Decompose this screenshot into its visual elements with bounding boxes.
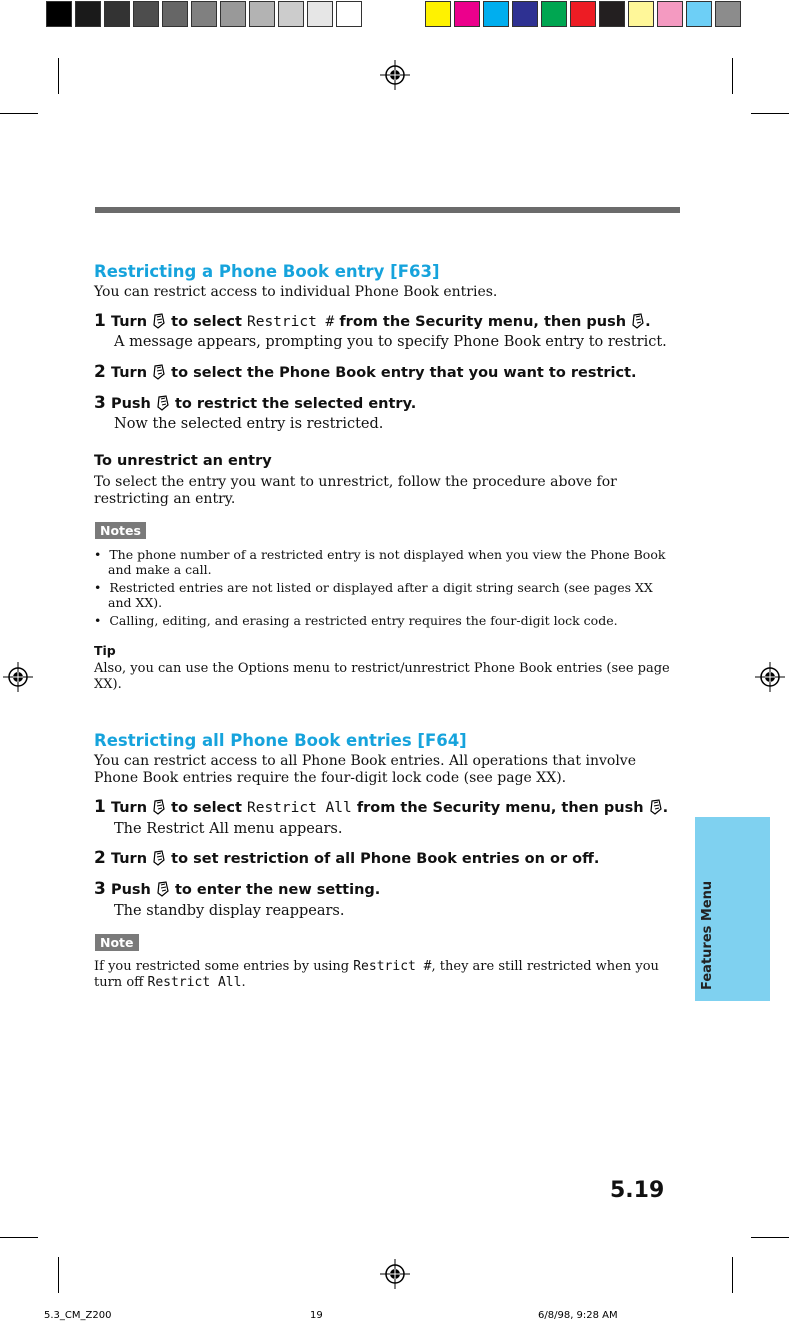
step-number: 3: [94, 879, 106, 899]
crop-mark: [751, 113, 789, 114]
step-instruction: Turn to set restriction of all Phone Book entries on or off.: [110, 851, 600, 867]
color-swatch: [454, 1, 480, 27]
gray-swatch: [191, 1, 217, 27]
step-number: 2: [94, 848, 106, 868]
note-label: Note: [95, 932, 139, 951]
crop-mark: [732, 1257, 733, 1293]
color-swatch: [483, 1, 509, 27]
color-swatch: [686, 1, 712, 27]
registration-mark-icon: [380, 60, 410, 90]
step-1: [94, 797, 684, 817]
step-number: 2: [94, 362, 106, 382]
list-item: • Restricted entries are not listed or displayed after a digit string search (see pages XX and XX).: [94, 580, 653, 610]
step-number: 1: [94, 797, 106, 817]
section-title: Restricting all Phone Book entries [F64]: [94, 731, 467, 750]
footer-page: 19: [310, 1310, 323, 1321]
jog-dial-icon: [156, 395, 170, 411]
step-number: 1: [94, 311, 106, 331]
notes-label: Notes: [95, 520, 146, 539]
color-swatch: [425, 1, 451, 27]
step-1: [94, 311, 684, 331]
color-swatch: [541, 1, 567, 27]
gray-swatch: [278, 1, 304, 27]
crop-mark: [732, 58, 733, 94]
menu-item-code: Restrict All: [147, 975, 242, 990]
step-number: 3: [94, 393, 106, 413]
menu-item-code: Restrict #: [353, 959, 432, 974]
color-swatch: [628, 1, 654, 27]
tip-label: Tip: [94, 643, 116, 658]
header-rule: [95, 207, 680, 213]
list-item: • Calling, editing, and erasing a restricted entry requires the four-digit lock code.: [94, 613, 618, 628]
page-number: 5.19: [610, 1178, 665, 1203]
color-swatch: [715, 1, 741, 27]
tip-text: Also, you can use the Options menu to restrict/unrestrict Phone Book entries (see page XX).: [94, 661, 670, 692]
notes-list: [94, 547, 680, 628]
step-instruction: Push to restrict the selected entry.: [110, 396, 417, 412]
registration-mark-icon: [3, 662, 33, 692]
crop-mark: [0, 113, 38, 114]
crop-mark: [0, 1237, 38, 1238]
step-detail: Now the selected entry is restricted.: [114, 416, 384, 432]
crop-mark: [58, 58, 59, 94]
step-2: [94, 848, 684, 868]
color-swatch: [570, 1, 596, 27]
gray-swatch: [307, 1, 333, 27]
step-detail: A message appears, prompting you to specify Phone Book entry to restrict.: [114, 334, 667, 350]
jog-dial-icon: [156, 881, 170, 897]
gray-swatch: [220, 1, 246, 27]
gray-swatch: [249, 1, 275, 27]
jog-dial-icon: [631, 313, 645, 329]
gray-swatch: [133, 1, 159, 27]
unrestrict-text: To select the entry you want to unrestrict, follow the procedure above for restricting an entry.: [94, 474, 617, 507]
gray-swatch: [104, 1, 130, 27]
registration-mark-icon: [755, 662, 785, 692]
jog-dial-icon: [152, 799, 166, 815]
color-swatch: [599, 1, 625, 27]
jog-dial-icon: [152, 313, 166, 329]
step-instruction: Push to enter the new setting.: [110, 882, 381, 898]
list-item: • The phone number of a restricted entry is not displayed when you view the Phone Book and make a call.: [94, 547, 666, 577]
crop-mark: [751, 1237, 789, 1238]
step-3: [94, 393, 684, 413]
jog-dial-icon: [152, 364, 166, 380]
crop-mark: [58, 1257, 59, 1293]
gray-swatch: [46, 1, 72, 27]
side-tab-label: Features Menu: [700, 880, 715, 990]
color-swatch: [657, 1, 683, 27]
gray-swatch: [75, 1, 101, 27]
step-3: [94, 879, 684, 899]
menu-item-code: Restrict All: [246, 800, 352, 816]
step-2: [94, 362, 684, 382]
gray-swatch: [162, 1, 188, 27]
jog-dial-icon: [649, 799, 663, 815]
section-intro: You can restrict access to individual Phone Book entries.: [94, 284, 498, 300]
step-detail: The Restrict All menu appears.: [114, 821, 343, 837]
step-instruction: Turn to select the Phone Book entry that you want to restrict.: [110, 365, 637, 381]
note-text: If you restricted some entries by using Restrict #, they are still restricted when you turn off Restrict All.: [94, 959, 659, 990]
jog-dial-icon: [152, 850, 166, 866]
step-instruction: Turn to select Restrict All from the Security menu, then push .: [110, 800, 669, 816]
step-detail: The standby display reappears.: [114, 903, 345, 919]
registration-mark-icon: [380, 1259, 410, 1289]
unrestrict-heading: To unrestrict an entry: [94, 453, 272, 469]
section-intro: You can restrict access to all Phone Book entries. All operations that involve Phone Book entries require the four-digit lock code (see page XX).: [94, 753, 636, 786]
menu-item-code: Restrict #: [246, 314, 335, 330]
gray-swatch: [336, 1, 362, 27]
section-title: Restricting a Phone Book entry [F63]: [94, 262, 440, 281]
step-instruction: Turn to select Restrict # from the Security menu, then push .: [110, 314, 651, 330]
footer-file: 5.3_CM_Z200: [44, 1310, 112, 1321]
color-swatch: [512, 1, 538, 27]
footer-date: 6/8/98, 9:28 AM: [538, 1310, 618, 1321]
